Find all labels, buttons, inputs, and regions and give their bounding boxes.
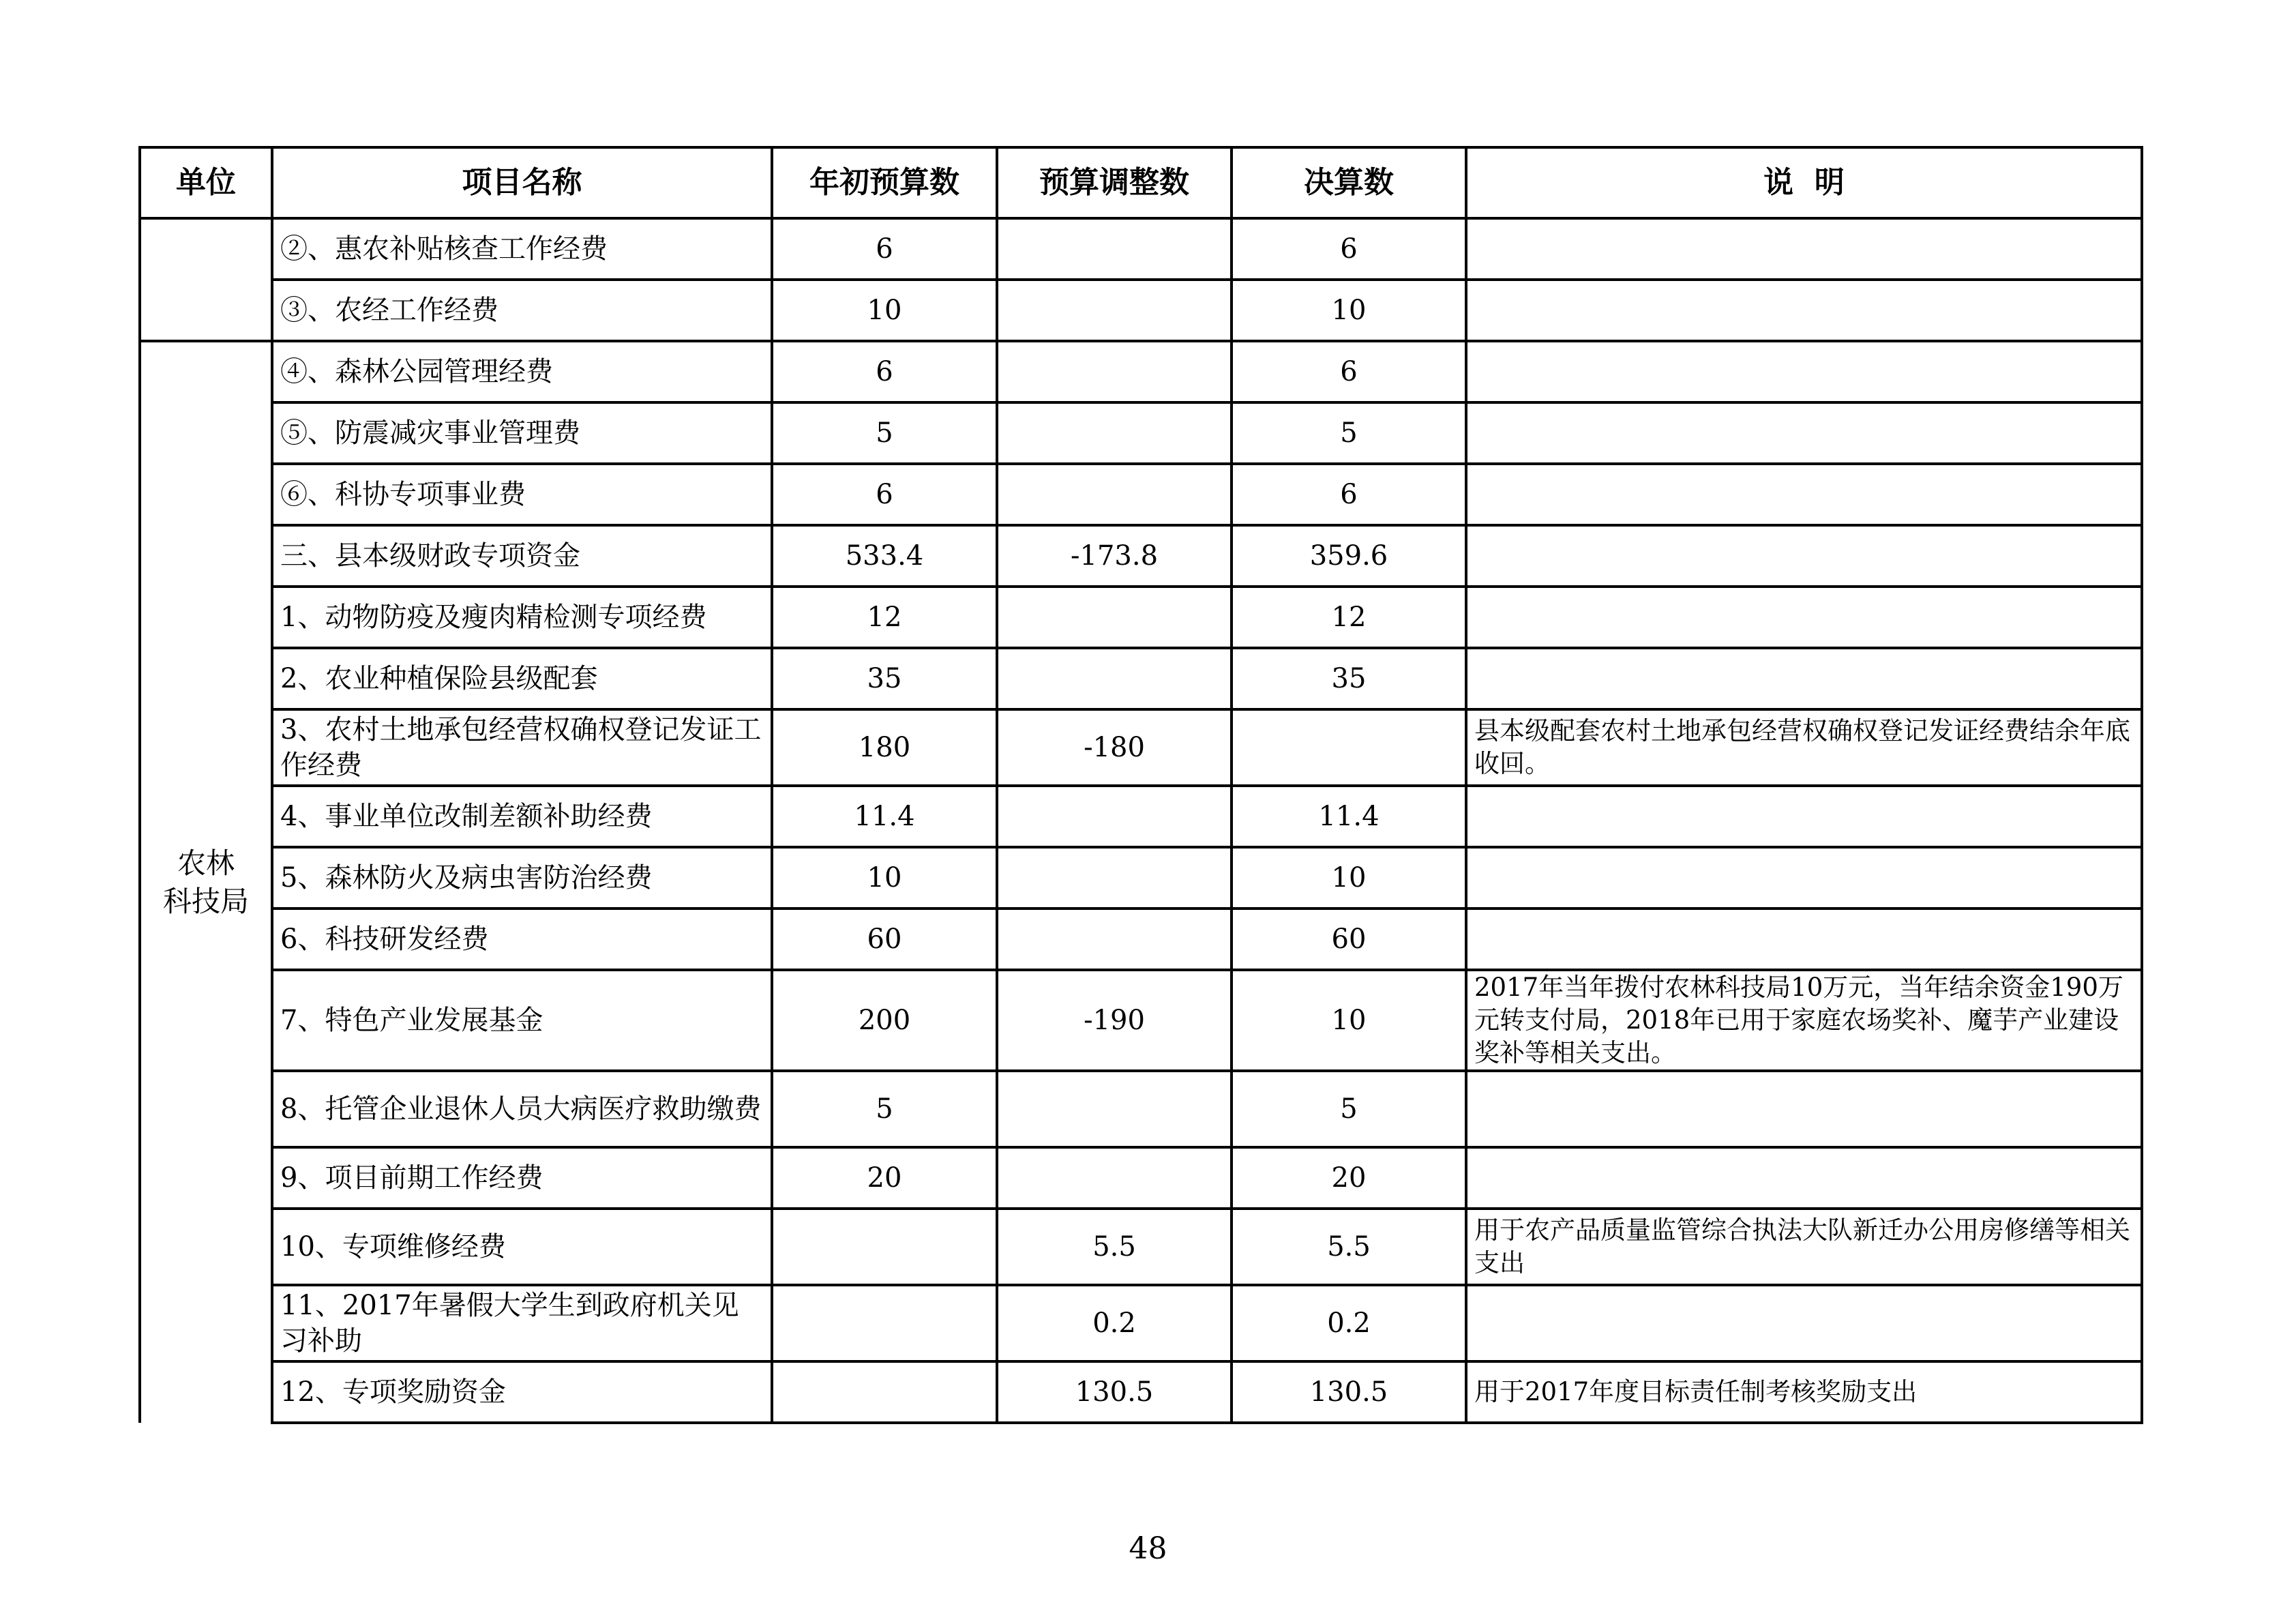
project-cell: ⑤、防震减灾事业管理费 (272, 402, 772, 464)
project-cell: 5、森林防火及病虫害防治经费 (272, 847, 772, 909)
project-cell: ③、农经工作经费 (272, 280, 772, 341)
final-cell: 10 (1232, 280, 1466, 341)
table-row (140, 970, 2142, 1071)
project-cell: 1、动物防疫及瘦肉精检测专项经费 (272, 587, 772, 648)
final-cell: 10 (1232, 970, 1466, 1071)
adjust-cell (997, 847, 1232, 909)
note-cell (1466, 847, 2142, 909)
adjust-cell (997, 464, 1232, 525)
adjust-cell: -173.8 (997, 525, 1232, 587)
project-cell: 2、农业种植保险县级配套 (272, 648, 772, 709)
final-cell: 35 (1232, 648, 1466, 709)
note-cell (1466, 909, 2142, 970)
initial-cell: 200 (772, 970, 997, 1071)
table-row (140, 341, 2142, 402)
initial-cell: 6 (772, 341, 997, 402)
project-cell: 8、托管企业退休人员大病医疗救助缴费 (272, 1071, 772, 1147)
adjust-cell (997, 280, 1232, 341)
adjust-cell (997, 1147, 1232, 1209)
table-row (140, 909, 2142, 970)
header-unit: 单位 (140, 147, 272, 218)
final-cell: 6 (1232, 464, 1466, 525)
note-cell: 用于2017年度目标责任制考核奖励支出 (1466, 1361, 2142, 1423)
initial-cell: 180 (772, 709, 997, 786)
adjust-cell: -190 (997, 970, 1232, 1071)
page-number: 48 (1129, 1531, 1167, 1566)
header-final: 决算数 (1232, 147, 1466, 218)
final-cell: 10 (1232, 847, 1466, 909)
table-row (140, 464, 2142, 525)
final-cell: 5 (1232, 402, 1466, 464)
header-adjustment: 预算调整数 (997, 147, 1232, 218)
final-cell: 0.2 (1232, 1285, 1466, 1361)
project-cell: 9、项目前期工作经费 (272, 1147, 772, 1209)
project-cell: ⑥、科协专项事业费 (272, 464, 772, 525)
project-cell: 12、专项奖励资金 (272, 1361, 772, 1423)
initial-cell: 10 (772, 280, 997, 341)
final-cell (1232, 709, 1466, 786)
table-row (140, 1285, 2142, 1361)
initial-cell: 6 (772, 218, 997, 280)
table-row (140, 218, 2142, 280)
adjust-cell (997, 218, 1232, 280)
table-row (140, 709, 2142, 786)
initial-cell: 10 (772, 847, 997, 909)
final-cell: 359.6 (1232, 525, 1466, 587)
note-cell (1466, 786, 2142, 847)
header-project: 项目名称 (272, 147, 772, 218)
unit-cell-previous (140, 218, 272, 341)
initial-cell (772, 1209, 997, 1285)
table-row (140, 786, 2142, 847)
final-cell: 60 (1232, 909, 1466, 970)
table-row (140, 587, 2142, 648)
initial-cell: 6 (772, 464, 997, 525)
project-cell: 三、县本级财政专项资金 (272, 525, 772, 587)
note-cell (1466, 341, 2142, 402)
table-row (140, 1361, 2142, 1423)
table-row (140, 1147, 2142, 1209)
initial-cell: 20 (772, 1147, 997, 1209)
final-cell: 130.5 (1232, 1361, 1466, 1423)
unit-cell: 农林 科技局 (140, 341, 272, 1423)
initial-cell: 5 (772, 1071, 997, 1147)
adjust-cell: -180 (997, 709, 1232, 786)
note-cell (1466, 525, 2142, 587)
adjust-cell: 5.5 (997, 1209, 1232, 1285)
table-row (140, 402, 2142, 464)
note-cell: 2017年当年拨付农林科技局10万元，当年结余资金190万元转支付局，2018年已用于家庭农场奖补、魔芋产业建设奖补等相关支出。 (1466, 970, 2142, 1071)
final-cell: 11.4 (1232, 786, 1466, 847)
adjust-cell (997, 587, 1232, 648)
table-row (140, 525, 2142, 587)
note-cell (1466, 1147, 2142, 1209)
initial-cell: 11.4 (772, 786, 997, 847)
project-cell: 4、事业单位改制差额补助经费 (272, 786, 772, 847)
adjust-cell (997, 402, 1232, 464)
initial-cell (772, 1285, 997, 1361)
initial-cell (772, 1361, 997, 1423)
adjust-cell (997, 648, 1232, 709)
final-cell: 6 (1232, 341, 1466, 402)
adjust-cell (997, 909, 1232, 970)
final-cell: 6 (1232, 218, 1466, 280)
header-row (140, 147, 2142, 218)
final-cell: 5 (1232, 1071, 1466, 1147)
adjust-cell (997, 341, 1232, 402)
note-cell: 县本级配套农村土地承包经营权确权登记发证经费结余年底收回。 (1466, 709, 2142, 786)
header-initial-budget: 年初预算数 (772, 147, 997, 218)
project-cell: 3、农村土地承包经营权确权登记发证工作经费 (272, 709, 772, 786)
project-cell: ④、森林公园管理经费 (272, 341, 772, 402)
project-cell: 7、特色产业发展基金 (272, 970, 772, 1071)
adjust-cell (997, 1071, 1232, 1147)
note-cell (1466, 1071, 2142, 1147)
table-row (140, 1209, 2142, 1285)
note-cell (1466, 648, 2142, 709)
note-cell (1466, 464, 2142, 525)
header-note: 说 明 (1466, 147, 2142, 218)
adjust-cell: 130.5 (997, 1361, 1232, 1423)
note-cell (1466, 1285, 2142, 1361)
project-cell: 10、专项维修经费 (272, 1209, 772, 1285)
note-cell (1466, 218, 2142, 280)
table-row (140, 847, 2142, 909)
note-cell (1466, 280, 2142, 341)
table-row (140, 648, 2142, 709)
initial-cell: 35 (772, 648, 997, 709)
final-cell: 20 (1232, 1147, 1466, 1209)
initial-cell: 12 (772, 587, 997, 648)
adjust-cell: 0.2 (997, 1285, 1232, 1361)
adjust-cell (997, 786, 1232, 847)
note-cell (1466, 402, 2142, 464)
project-cell: ②、惠农补贴核查工作经费 (272, 218, 772, 280)
note-cell (1466, 587, 2142, 648)
final-cell: 5.5 (1232, 1209, 1466, 1285)
project-cell: 11、2017年暑假大学生到政府机关见习补助 (272, 1285, 772, 1361)
project-cell: 6、科技研发经费 (272, 909, 772, 970)
initial-cell: 533.4 (772, 525, 997, 587)
initial-cell: 60 (772, 909, 997, 970)
note-cell: 用于农产品质量监管综合执法大队新迁办公用房修缮等相关支出 (1466, 1209, 2142, 1285)
initial-cell: 5 (772, 402, 997, 464)
table-row (140, 1071, 2142, 1147)
budget-table (138, 146, 2143, 1424)
table-row (140, 280, 2142, 341)
final-cell: 12 (1232, 587, 1466, 648)
